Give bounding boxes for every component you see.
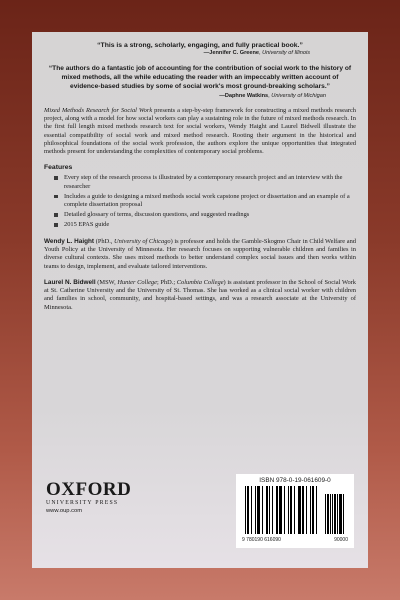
bio-text: ) is assistant professor in the School of Social Work at St. Catherine University and the University of St. Thomas. She has worked as a clinical social worker with children and families in school, community, and hospital-based settings, and was a research associate at the University of Minnesota. xyxy=(44,278,356,311)
barcode-icon xyxy=(243,486,347,536)
publisher-logo xyxy=(46,480,166,514)
quote-2-text: “The authors do a fantastic job of accounting for the contribution of social work to the history of mixed methods, all the while educating the reader with an impeccably written account of evidence-based studies by some of social work's most ground-breaking scholars.” xyxy=(48,65,352,91)
feature-item-text: Detailed glossary of terms, discussion questions, and suggested readings xyxy=(64,211,250,219)
feature-item-text: 2015 EPAS guide xyxy=(64,221,110,229)
bio-degree: ; PhD.; xyxy=(156,278,177,286)
publisher-name: OXFORD xyxy=(46,479,132,500)
bio-institution: Columbia College xyxy=(176,278,224,286)
feature-item xyxy=(54,211,356,219)
feature-item xyxy=(54,174,356,190)
bullet-icon xyxy=(54,223,58,227)
bullet-icon xyxy=(54,176,58,180)
author-bio-bidwell xyxy=(44,279,356,312)
feature-item xyxy=(54,221,356,229)
barcode-left-digits: 9 780190 616090 xyxy=(242,537,281,543)
quote-2-author: —Daphne Watkins xyxy=(219,92,269,99)
features-heading: Features xyxy=(44,164,73,172)
feature-item xyxy=(54,193,356,209)
quote-2-attribution: —Daphne Watkins, University of Michigan xyxy=(219,92,326,99)
feature-item-text: Includes a guide to designing a mixed methods social work capstone project or dissertation and an example of a complete dissertation proposal xyxy=(64,192,350,208)
feature-item-text: Every step of the research process is illustrated by a contemporary research project and an interview with the researcher xyxy=(64,174,343,190)
bio-institution: Hunter College xyxy=(117,278,157,286)
bio-text: ) is professor and holds the Gamble-Skogmo Chair in Child Welfare and Youth Policy at the University of Minnesota. Her research focuses on supporting vulnerable children and families in diverse cultural contexts. She uses mixed methods to better understand complex social issues and then works within teams to design, implement, and evaluate tailored interventions. xyxy=(44,237,356,270)
book-description xyxy=(44,107,356,157)
author-bio-haight xyxy=(44,238,356,271)
features-list xyxy=(44,174,356,229)
book-description-text: presents a step-by-step framework for constructing a mixed methods research project, along with a model for how social workers can play a sustaining role in the future of mixed methods research. In the first full length mixed methods research text for social workers, Wendy Haight and Laurel Bidwell illustrate the essential compatibility of social work and mixed method research. Rooting their argument in the historical and philosophical foundations of the social work profession, the authors explore the unique opportunities that integrated methods present for understanding the complexities of contemporary social problems. xyxy=(44,106,356,156)
quote-1-text: “This is a strong, scholarly, engaging, and fully practical book.” xyxy=(97,42,303,49)
isbn-number: ISBN 978-0-19-061609-0 xyxy=(259,477,331,484)
quote-1-affiliation: University of Illinois xyxy=(262,50,310,56)
bullet-icon xyxy=(54,195,58,199)
cover-footer xyxy=(44,474,356,548)
back-cover-text-panel xyxy=(32,32,368,568)
quote-1-attribution: —Jennifer C. Greene, University of Illinois xyxy=(203,50,310,56)
bullet-icon xyxy=(54,213,58,217)
author-name: Wendy L. Haight xyxy=(44,237,95,245)
bio-institution: University of Chicago xyxy=(114,237,171,245)
bio-degree: (PhD., xyxy=(94,237,115,245)
quote-2-affiliation: University of Michigan xyxy=(271,92,326,99)
barcode-right-digits: 90000 xyxy=(334,537,348,543)
book-title: Mixed Methods Research for Social Work xyxy=(44,106,153,114)
barcode-digits xyxy=(242,537,348,543)
publisher-url: www.oup.com xyxy=(46,508,83,514)
bio-degree: (MSW, xyxy=(95,278,118,286)
author-name: Laurel N. Bidwell xyxy=(44,278,96,286)
isbn-barcode xyxy=(236,474,354,548)
publisher-subtitle: UNIVERSITY PRESS xyxy=(46,500,119,506)
quote-1-author: —Jennifer C. Greene xyxy=(203,50,260,56)
